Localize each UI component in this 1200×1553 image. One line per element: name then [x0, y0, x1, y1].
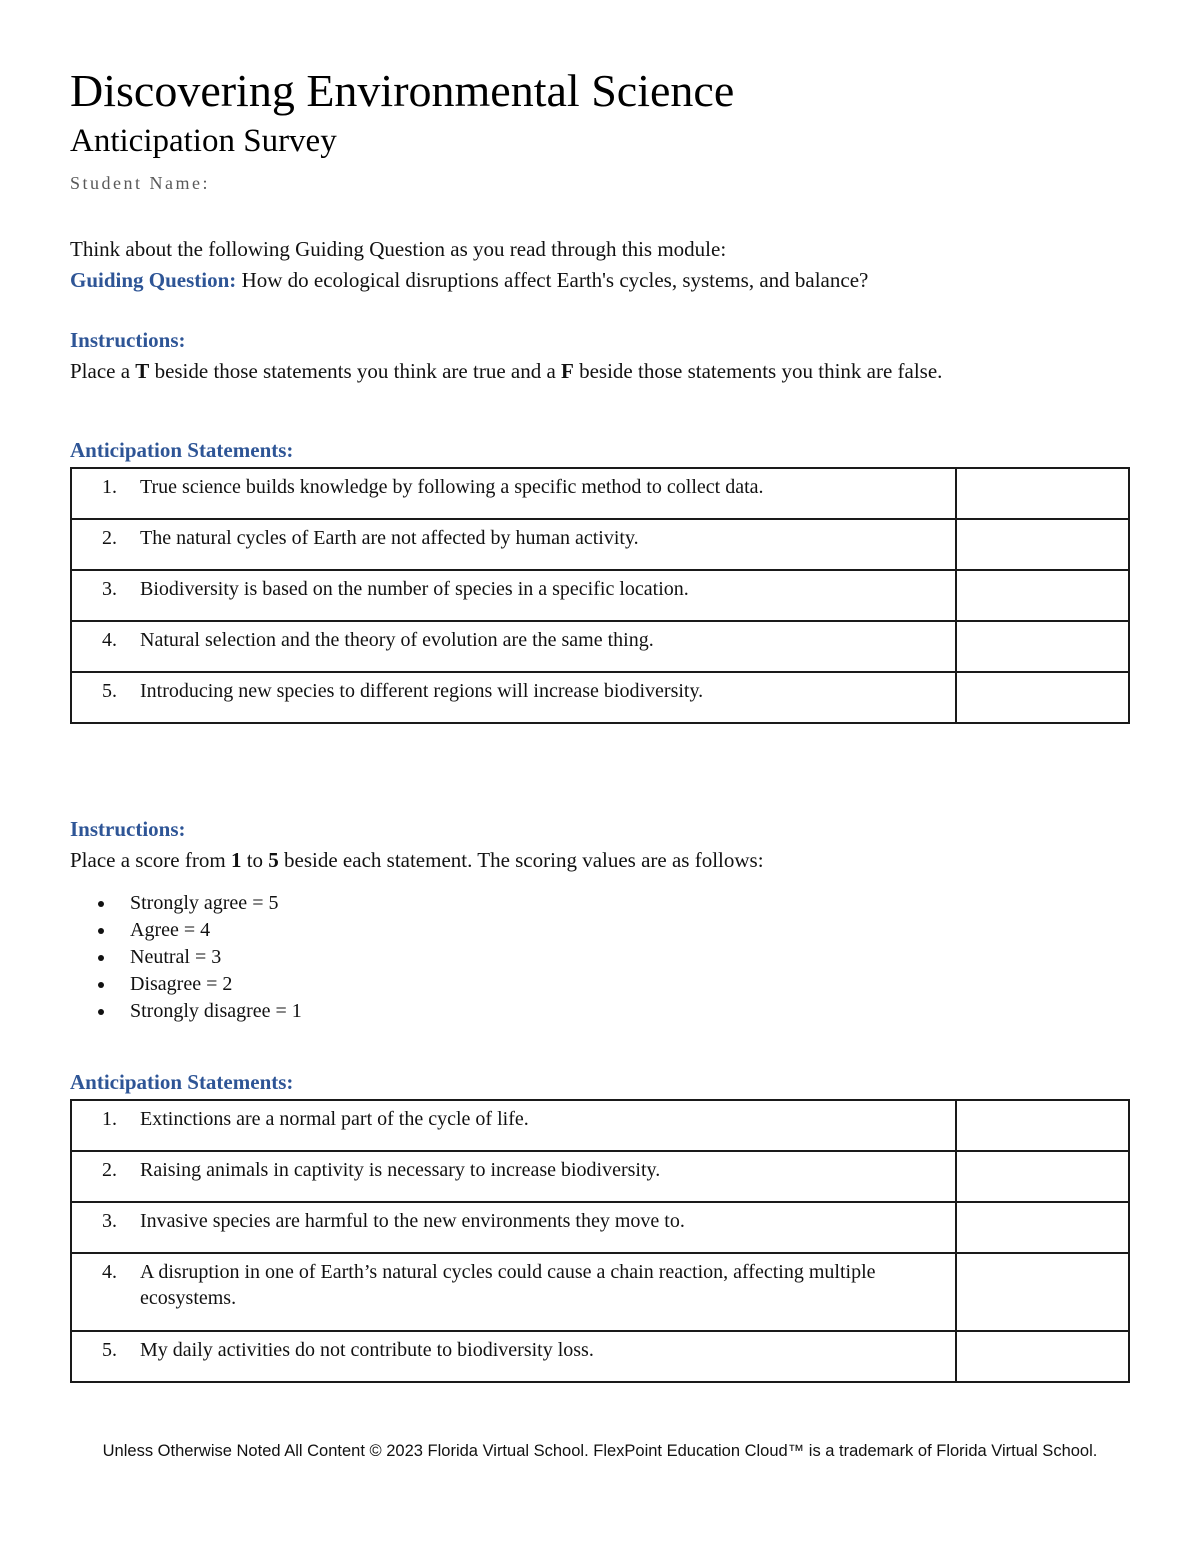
- scoring-item: • Neutral = 3: [116, 944, 1128, 971]
- statement-number: 4.: [102, 629, 117, 652]
- footer-text: Unless Otherwise Noted All Content © 2023 Florida Virtual School. FlexPoint Education Cloud™ is a trademark of Florida Virtual School.: [102, 1442, 1098, 1460]
- guiding-intro: Think about the following Guiding Question as you read through this module:: [70, 237, 727, 262]
- statement-number: 1.: [102, 476, 117, 499]
- statement-text: Raising animals in captivity is necessary to increase biodiversity.: [140, 1159, 661, 1182]
- page-title: Discovering Environmental Science: [70, 65, 735, 116]
- answer-cell[interactable]: [956, 672, 1129, 723]
- statement-row: [71, 1331, 1129, 1382]
- statement-row: [71, 1202, 1129, 1253]
- statement-text: Invasive species are harmful to the new environments they move to.: [140, 1210, 685, 1233]
- statement-number: 5.: [102, 680, 117, 703]
- statement-text: Extinctions are a normal part of the cycle of life.: [140, 1108, 529, 1131]
- guiding-question-line: [70, 265, 1128, 296]
- answer-cell[interactable]: [956, 621, 1129, 672]
- student-name-label: Student Name:: [70, 173, 210, 194]
- scoring-item: • Disagree = 2: [116, 971, 1128, 998]
- page-subtitle: Anticipation Survey: [70, 122, 337, 159]
- statement-number: 2.: [102, 1159, 117, 1182]
- statement-row: [71, 1253, 1129, 1331]
- statement-row: [71, 621, 1129, 672]
- statement-text: My daily activities do not contribute to biodiversity loss.: [140, 1339, 594, 1362]
- statements-heading-2: Anticipation Statements:: [70, 1070, 294, 1095]
- statement-row: [71, 519, 1129, 570]
- statement-text: Introducing new species to different regions will increase biodiversity.: [140, 680, 704, 703]
- statement-text: True science builds knowledge by following a specific method to collect data.: [140, 476, 764, 499]
- statement-row: [71, 1100, 1129, 1151]
- statement-number: 3.: [102, 578, 117, 601]
- statement-number: 2.: [102, 527, 117, 550]
- statement-number: 4.: [102, 1261, 117, 1284]
- statement-text: Natural selection and the theory of evolution are the same thing.: [140, 629, 654, 652]
- statements-heading-1: Anticipation Statements:: [70, 438, 294, 463]
- answer-cell[interactable]: [956, 1151, 1129, 1202]
- statement-number: 3.: [102, 1210, 117, 1233]
- statement-number: 1.: [102, 1108, 117, 1131]
- anticipation-table-1: [70, 467, 1130, 724]
- statement-row: [71, 570, 1129, 621]
- guiding-question-text: How do ecological disruptions affect Earth's cycles, systems, and balance?: [236, 268, 869, 293]
- answer-cell[interactable]: [956, 519, 1129, 570]
- guiding-question-block: [70, 234, 1128, 296]
- statement-text: The natural cycles of Earth are not affected by human activity.: [140, 527, 639, 550]
- tf-instruction: Place a T beside those statements you think are true and a F beside those statements you think are false.: [70, 359, 943, 384]
- scoring-instruction: Place a score from 1 to 5 beside each statement. The scoring values are as follows:: [70, 848, 764, 873]
- scoring-item: • Strongly agree = 5: [116, 890, 1128, 917]
- statement-row: [71, 672, 1129, 723]
- answer-cell[interactable]: [956, 1331, 1129, 1382]
- answer-cell[interactable]: [956, 1100, 1129, 1151]
- instructions-heading-1: Instructions:: [70, 328, 186, 353]
- guiding-question-label: Guiding Question:: [70, 268, 237, 293]
- anticipation-table-2: [70, 1099, 1130, 1383]
- scoring-list: [70, 890, 1128, 1025]
- statement-text: Biodiversity is based on the number of species in a specific location.: [140, 578, 689, 601]
- scoring-item: • Strongly disagree = 1: [116, 998, 1128, 1025]
- answer-cell[interactable]: [956, 1253, 1129, 1331]
- answer-cell[interactable]: [956, 570, 1129, 621]
- statement-number: 5.: [102, 1339, 117, 1362]
- scoring-item: • Agree = 4: [116, 917, 1128, 944]
- answer-cell[interactable]: [956, 1202, 1129, 1253]
- statement-row: [71, 1151, 1129, 1202]
- instructions-heading-2: Instructions:: [70, 817, 186, 842]
- answer-cell[interactable]: [956, 468, 1129, 519]
- statement-text: A disruption in one of Earth’s natural cycles could cause a chain reaction, affecting multiple ecosystems.: [140, 1261, 876, 1310]
- statement-row: [71, 468, 1129, 519]
